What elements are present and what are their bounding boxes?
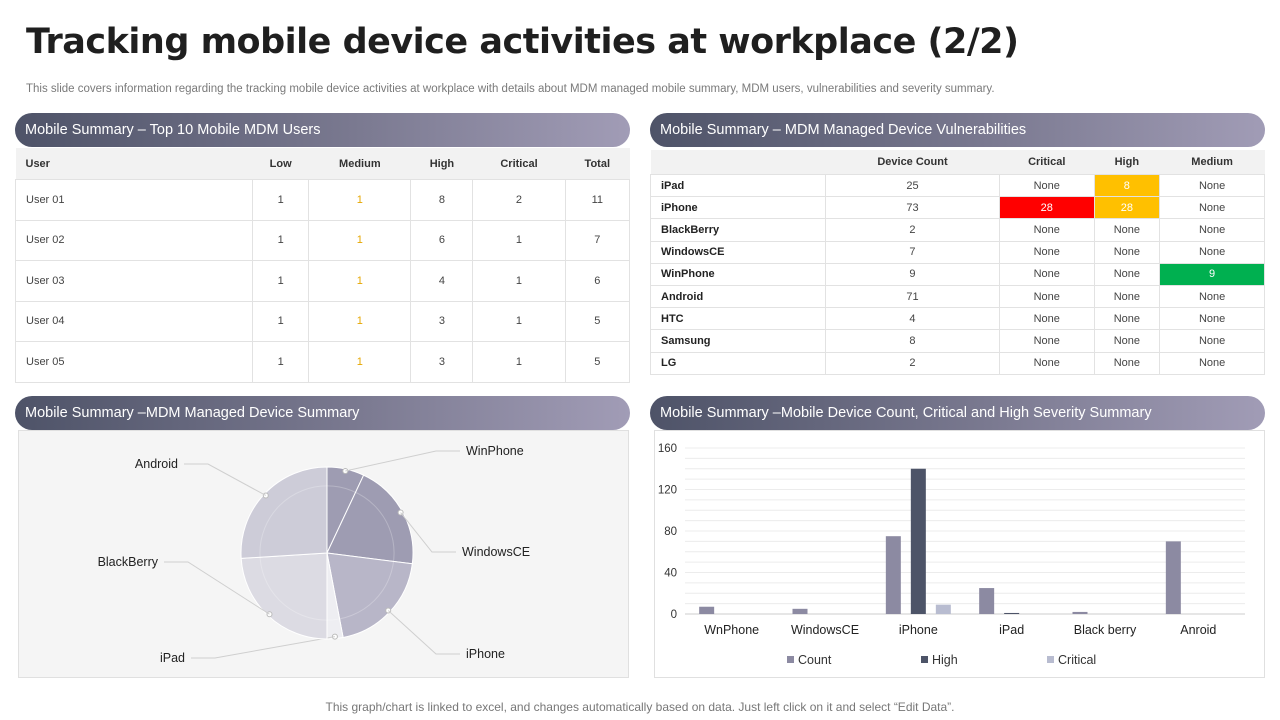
bar-ytick-label: 120 <box>657 484 677 497</box>
bar-count-1 <box>793 609 808 614</box>
value-cell: None <box>1094 219 1160 241</box>
users-table-header-row <box>16 148 630 180</box>
value-cell: 7 <box>565 220 629 261</box>
pie-chart <box>19 431 628 677</box>
table-row <box>16 220 630 261</box>
pie-chart-panel <box>18 430 629 678</box>
bar-count-4 <box>1073 612 1088 614</box>
pie-leader-line <box>345 451 460 471</box>
pie-slice-blackberry <box>241 553 327 639</box>
pie-label-iphone: iPhone <box>466 647 505 661</box>
value-cell: None <box>1160 197 1265 219</box>
pie-label-winphone: WinPhone <box>466 444 524 458</box>
value-cell: None <box>1094 263 1160 285</box>
device-name-cell: WindowsCE <box>651 241 826 263</box>
users-col-high: High <box>411 148 473 180</box>
value-cell: 6 <box>411 220 473 261</box>
value-cell: None <box>1160 241 1265 263</box>
users-col-critical: Critical <box>473 148 565 180</box>
value-cell: None <box>999 308 1094 330</box>
vuln-table-header-row <box>651 150 1265 175</box>
value-cell: 8 <box>826 330 1000 352</box>
value-cell: None <box>1160 330 1265 352</box>
value-cell: None <box>999 175 1094 197</box>
value-cell: None <box>1094 352 1160 374</box>
table-row <box>651 285 1265 307</box>
bar-xtick-label: iPad <box>999 623 1025 637</box>
bar-ytick-label: 0 <box>670 609 677 621</box>
device-name-cell: LG <box>651 352 826 374</box>
value-cell: None <box>1160 352 1265 374</box>
value-cell: 4 <box>411 261 473 302</box>
value-cell: 5 <box>565 342 629 383</box>
device-name-cell: iPhone <box>651 197 826 219</box>
pie-leader-line <box>184 464 266 495</box>
value-cell: 1 <box>473 261 565 302</box>
table-row <box>16 180 630 221</box>
user-name-cell: User 01 <box>16 180 253 221</box>
user-name-cell: User 03 <box>16 261 253 302</box>
bar-count-3 <box>979 588 994 614</box>
table-row <box>16 261 630 302</box>
legend-swatch-count <box>787 656 794 663</box>
device-name-cell: BlackBerry <box>651 219 826 241</box>
bar-ytick-label: 160 <box>657 443 677 455</box>
table-row <box>651 197 1265 219</box>
value-cell: None <box>1094 308 1160 330</box>
bar-ytick-label: 40 <box>664 567 677 580</box>
value-cell: 71 <box>826 285 1000 307</box>
value-cell: 8 <box>411 180 473 221</box>
device-name-cell: WinPhone <box>651 263 826 285</box>
table-row <box>16 342 630 383</box>
value-cell: 1 <box>473 220 565 261</box>
value-cell: 1 <box>309 342 411 383</box>
legend-swatch-high <box>921 656 928 663</box>
value-cell: 5 <box>565 301 629 342</box>
value-cell: 73 <box>826 197 1000 219</box>
value-cell: 25 <box>826 175 1000 197</box>
value-cell: 1 <box>309 301 411 342</box>
table-row <box>651 263 1265 285</box>
value-cell: 1 <box>309 220 411 261</box>
bar-count-0 <box>699 607 714 614</box>
legend-swatch-critical <box>1047 656 1054 663</box>
value-cell: 2 <box>826 219 1000 241</box>
bar-high-2 <box>911 469 926 614</box>
pie-leader-line <box>388 611 460 654</box>
value-cell: 1 <box>253 180 309 221</box>
value-cell: 1 <box>253 301 309 342</box>
value-cell: 1 <box>253 261 309 302</box>
value-cell: 8 <box>1094 175 1160 197</box>
bar-xtick-label: Anroid <box>1180 623 1217 637</box>
vuln-col-medium: Medium <box>1160 150 1265 175</box>
footer-note: This graph/chart is linked to excel, and changes automatically based on data. Just left click on it and select “Edit Data”. <box>325 700 955 714</box>
users-panel-header: Mobile Summary – Top 10 Mobile MDM Users <box>15 113 630 147</box>
vuln-table <box>650 150 1265 375</box>
value-cell: None <box>999 285 1094 307</box>
value-cell: 1 <box>309 180 411 221</box>
value-cell: 2 <box>473 180 565 221</box>
legend-label-count: Count <box>798 653 832 667</box>
device-name-cell: iPad <box>651 175 826 197</box>
value-cell: 6 <box>565 261 629 302</box>
table-row <box>651 219 1265 241</box>
value-cell: None <box>999 330 1094 352</box>
device-name-cell: HTC <box>651 308 826 330</box>
device-name-cell: Android <box>651 285 826 307</box>
page-title: Tracking mobile device activities at workplace (2/2) <box>26 22 1019 62</box>
value-cell: 1 <box>473 342 565 383</box>
value-cell: None <box>1094 330 1160 352</box>
value-cell: None <box>999 352 1094 374</box>
user-name-cell: User 04 <box>16 301 253 342</box>
value-cell: 1 <box>253 342 309 383</box>
value-cell: None <box>1094 285 1160 307</box>
pie-slice-android <box>241 467 327 558</box>
pie-panel-header: Mobile Summary –MDM Managed Device Summary <box>15 396 630 430</box>
vuln-col-critical: Critical <box>999 150 1094 175</box>
value-cell: 28 <box>1094 197 1160 219</box>
bar-count-5 <box>1166 541 1181 614</box>
users-table <box>15 148 630 383</box>
value-cell: 9 <box>826 263 1000 285</box>
bar-xtick-label: Black berry <box>1073 623 1137 637</box>
value-cell: None <box>1094 241 1160 263</box>
value-cell: 1 <box>309 261 411 302</box>
bar-chart-panel <box>654 430 1265 678</box>
value-cell: None <box>999 219 1094 241</box>
table-row <box>651 330 1265 352</box>
value-cell: None <box>1160 219 1265 241</box>
pie-label-ipad: iPad <box>159 651 185 665</box>
value-cell: None <box>999 263 1094 285</box>
bar-xtick-label: WnPhone <box>704 623 760 637</box>
pie-leader-dot <box>267 612 272 617</box>
bar-count-2 <box>886 536 901 614</box>
users-col-medium: Medium <box>309 148 411 180</box>
table-row <box>651 352 1265 374</box>
value-cell: None <box>999 241 1094 263</box>
bar-xtick-label: WindowsCE <box>790 623 860 637</box>
value-cell: 7 <box>826 241 1000 263</box>
legend-label-high: High <box>932 653 958 667</box>
value-cell: 1 <box>473 301 565 342</box>
bar-ytick-label: 80 <box>664 526 677 538</box>
pie-label-windowsce: WindowsCE <box>462 545 531 559</box>
device-name-cell: Samsung <box>651 330 826 352</box>
value-cell: None <box>1160 308 1265 330</box>
bar-chart <box>655 431 1264 677</box>
bar-xtick-label: iPhone <box>898 623 938 637</box>
value-cell: 2 <box>826 352 1000 374</box>
legend-label-critical: Critical <box>1058 653 1097 667</box>
pie-leader-line <box>191 637 335 658</box>
value-cell: 4 <box>826 308 1000 330</box>
value-cell: 3 <box>411 342 473 383</box>
table-row <box>651 241 1265 263</box>
pie-label-blackberry: BlackBerry <box>97 555 158 569</box>
value-cell: 3 <box>411 301 473 342</box>
users-col-user: User <box>16 148 253 180</box>
bar-high-3 <box>1004 613 1019 614</box>
users-col-low: Low <box>253 148 309 180</box>
page-subtitle: This slide covers information regarding the tracking mobile device activities at workplace with details about MDM managed mobile summary, MDM users, vulnerabilities and severity summary. <box>26 83 995 95</box>
table-row <box>651 175 1265 197</box>
vuln-panel-header: Mobile Summary – MDM Managed Device Vulnerabilities <box>650 113 1265 147</box>
value-cell: None <box>1160 175 1265 197</box>
user-name-cell: User 02 <box>16 220 253 261</box>
pie-label-android: Android <box>134 457 178 471</box>
vuln-col-count: Device Count <box>826 150 1000 175</box>
bar-panel-header: Mobile Summary –Mobile Device Count, Critical and High Severity Summary <box>650 396 1265 430</box>
value-cell: 11 <box>565 180 629 221</box>
vuln-col-high: High <box>1094 150 1160 175</box>
table-row <box>651 308 1265 330</box>
value-cell: None <box>1160 285 1265 307</box>
user-name-cell: User 05 <box>16 342 253 383</box>
value-cell: 28 <box>999 197 1094 219</box>
value-cell: 1 <box>253 220 309 261</box>
users-col-total: Total <box>565 148 629 180</box>
vuln-col-device <box>651 150 826 175</box>
table-row <box>16 301 630 342</box>
value-cell: 9 <box>1160 263 1265 285</box>
bar-critical-2 <box>936 605 951 614</box>
